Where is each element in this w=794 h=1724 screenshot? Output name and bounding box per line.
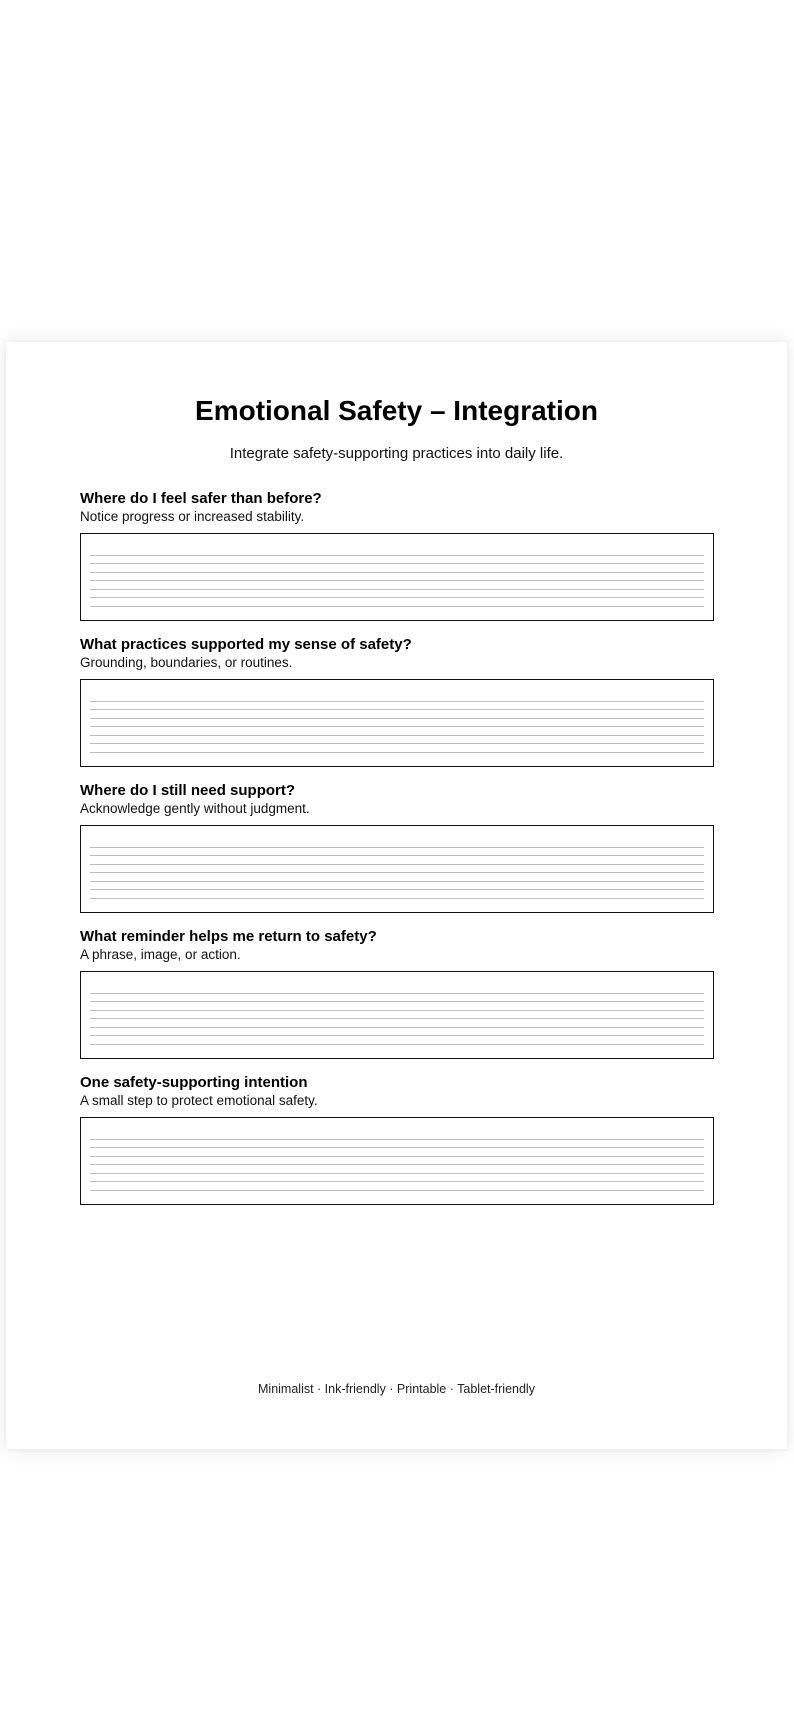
prompt-question: Where do I feel safer than before? — [80, 490, 322, 507]
writing-line — [90, 709, 704, 710]
page-title: Emotional Safety – Integration — [195, 395, 598, 426]
answer-box[interactable] — [80, 533, 714, 621]
answer-box[interactable] — [80, 679, 714, 767]
writing-line — [90, 1147, 704, 1148]
writing-line — [90, 1018, 704, 1019]
writing-line — [90, 563, 704, 564]
writing-line — [90, 1181, 704, 1182]
prompt-section-4 — [80, 928, 714, 1059]
writing-line — [90, 1139, 704, 1140]
writing-line — [90, 1001, 704, 1002]
writing-line — [90, 718, 704, 719]
writing-line — [90, 606, 704, 607]
writing-line — [90, 752, 704, 753]
writing-line — [90, 1173, 704, 1174]
writing-line — [90, 855, 704, 856]
prompt-question: What reminder helps me return to safety? — [80, 928, 377, 945]
writing-line — [90, 1035, 704, 1036]
writing-line — [90, 589, 704, 590]
writing-line — [90, 993, 704, 994]
prompt-hint: A small step to protect emotional safety. — [80, 1093, 318, 1108]
prompt-question: What practices supported my sense of safety? — [80, 636, 412, 653]
writing-line — [90, 847, 704, 848]
prompt-hint: Acknowledge gently without judgment. — [80, 801, 310, 816]
writing-line — [90, 1164, 704, 1165]
writing-line — [90, 735, 704, 736]
writing-line — [90, 872, 704, 873]
writing-line — [90, 701, 704, 702]
prompt-question: Where do I still need support? — [80, 782, 296, 799]
writing-line — [90, 580, 704, 581]
prompt-section-5 — [80, 1074, 714, 1205]
prompt-section-2 — [80, 636, 714, 767]
writing-line — [90, 1190, 704, 1191]
answer-box[interactable] — [80, 825, 714, 913]
prompt-hint: Notice progress or increased stability. — [80, 509, 305, 524]
writing-line — [90, 1027, 704, 1028]
writing-line — [90, 1044, 704, 1045]
prompt-section-1 — [80, 490, 714, 621]
worksheet-page — [6, 342, 787, 1449]
writing-line — [90, 597, 704, 598]
writing-line — [90, 864, 704, 865]
writing-line — [90, 898, 704, 899]
prompt-section-3 — [80, 782, 714, 913]
page-footer: Minimalist · Ink-friendly · Printable · Tablet-friendly — [258, 1382, 535, 1396]
answer-box[interactable] — [80, 971, 714, 1059]
writing-line — [90, 889, 704, 890]
writing-line — [90, 1156, 704, 1157]
writing-line — [90, 1010, 704, 1011]
writing-line — [90, 572, 704, 573]
prompt-question: One safety-supporting intention — [80, 1074, 308, 1091]
page-subtitle: Integrate safety-supporting practices into daily life. — [229, 445, 564, 462]
answer-box[interactable] — [80, 1117, 714, 1205]
writing-line — [90, 555, 704, 556]
writing-line — [90, 726, 704, 727]
writing-line — [90, 881, 704, 882]
prompt-hint: Grounding, boundaries, or routines. — [80, 655, 293, 670]
writing-line — [90, 743, 704, 744]
prompt-hint: A phrase, image, or action. — [80, 947, 241, 962]
